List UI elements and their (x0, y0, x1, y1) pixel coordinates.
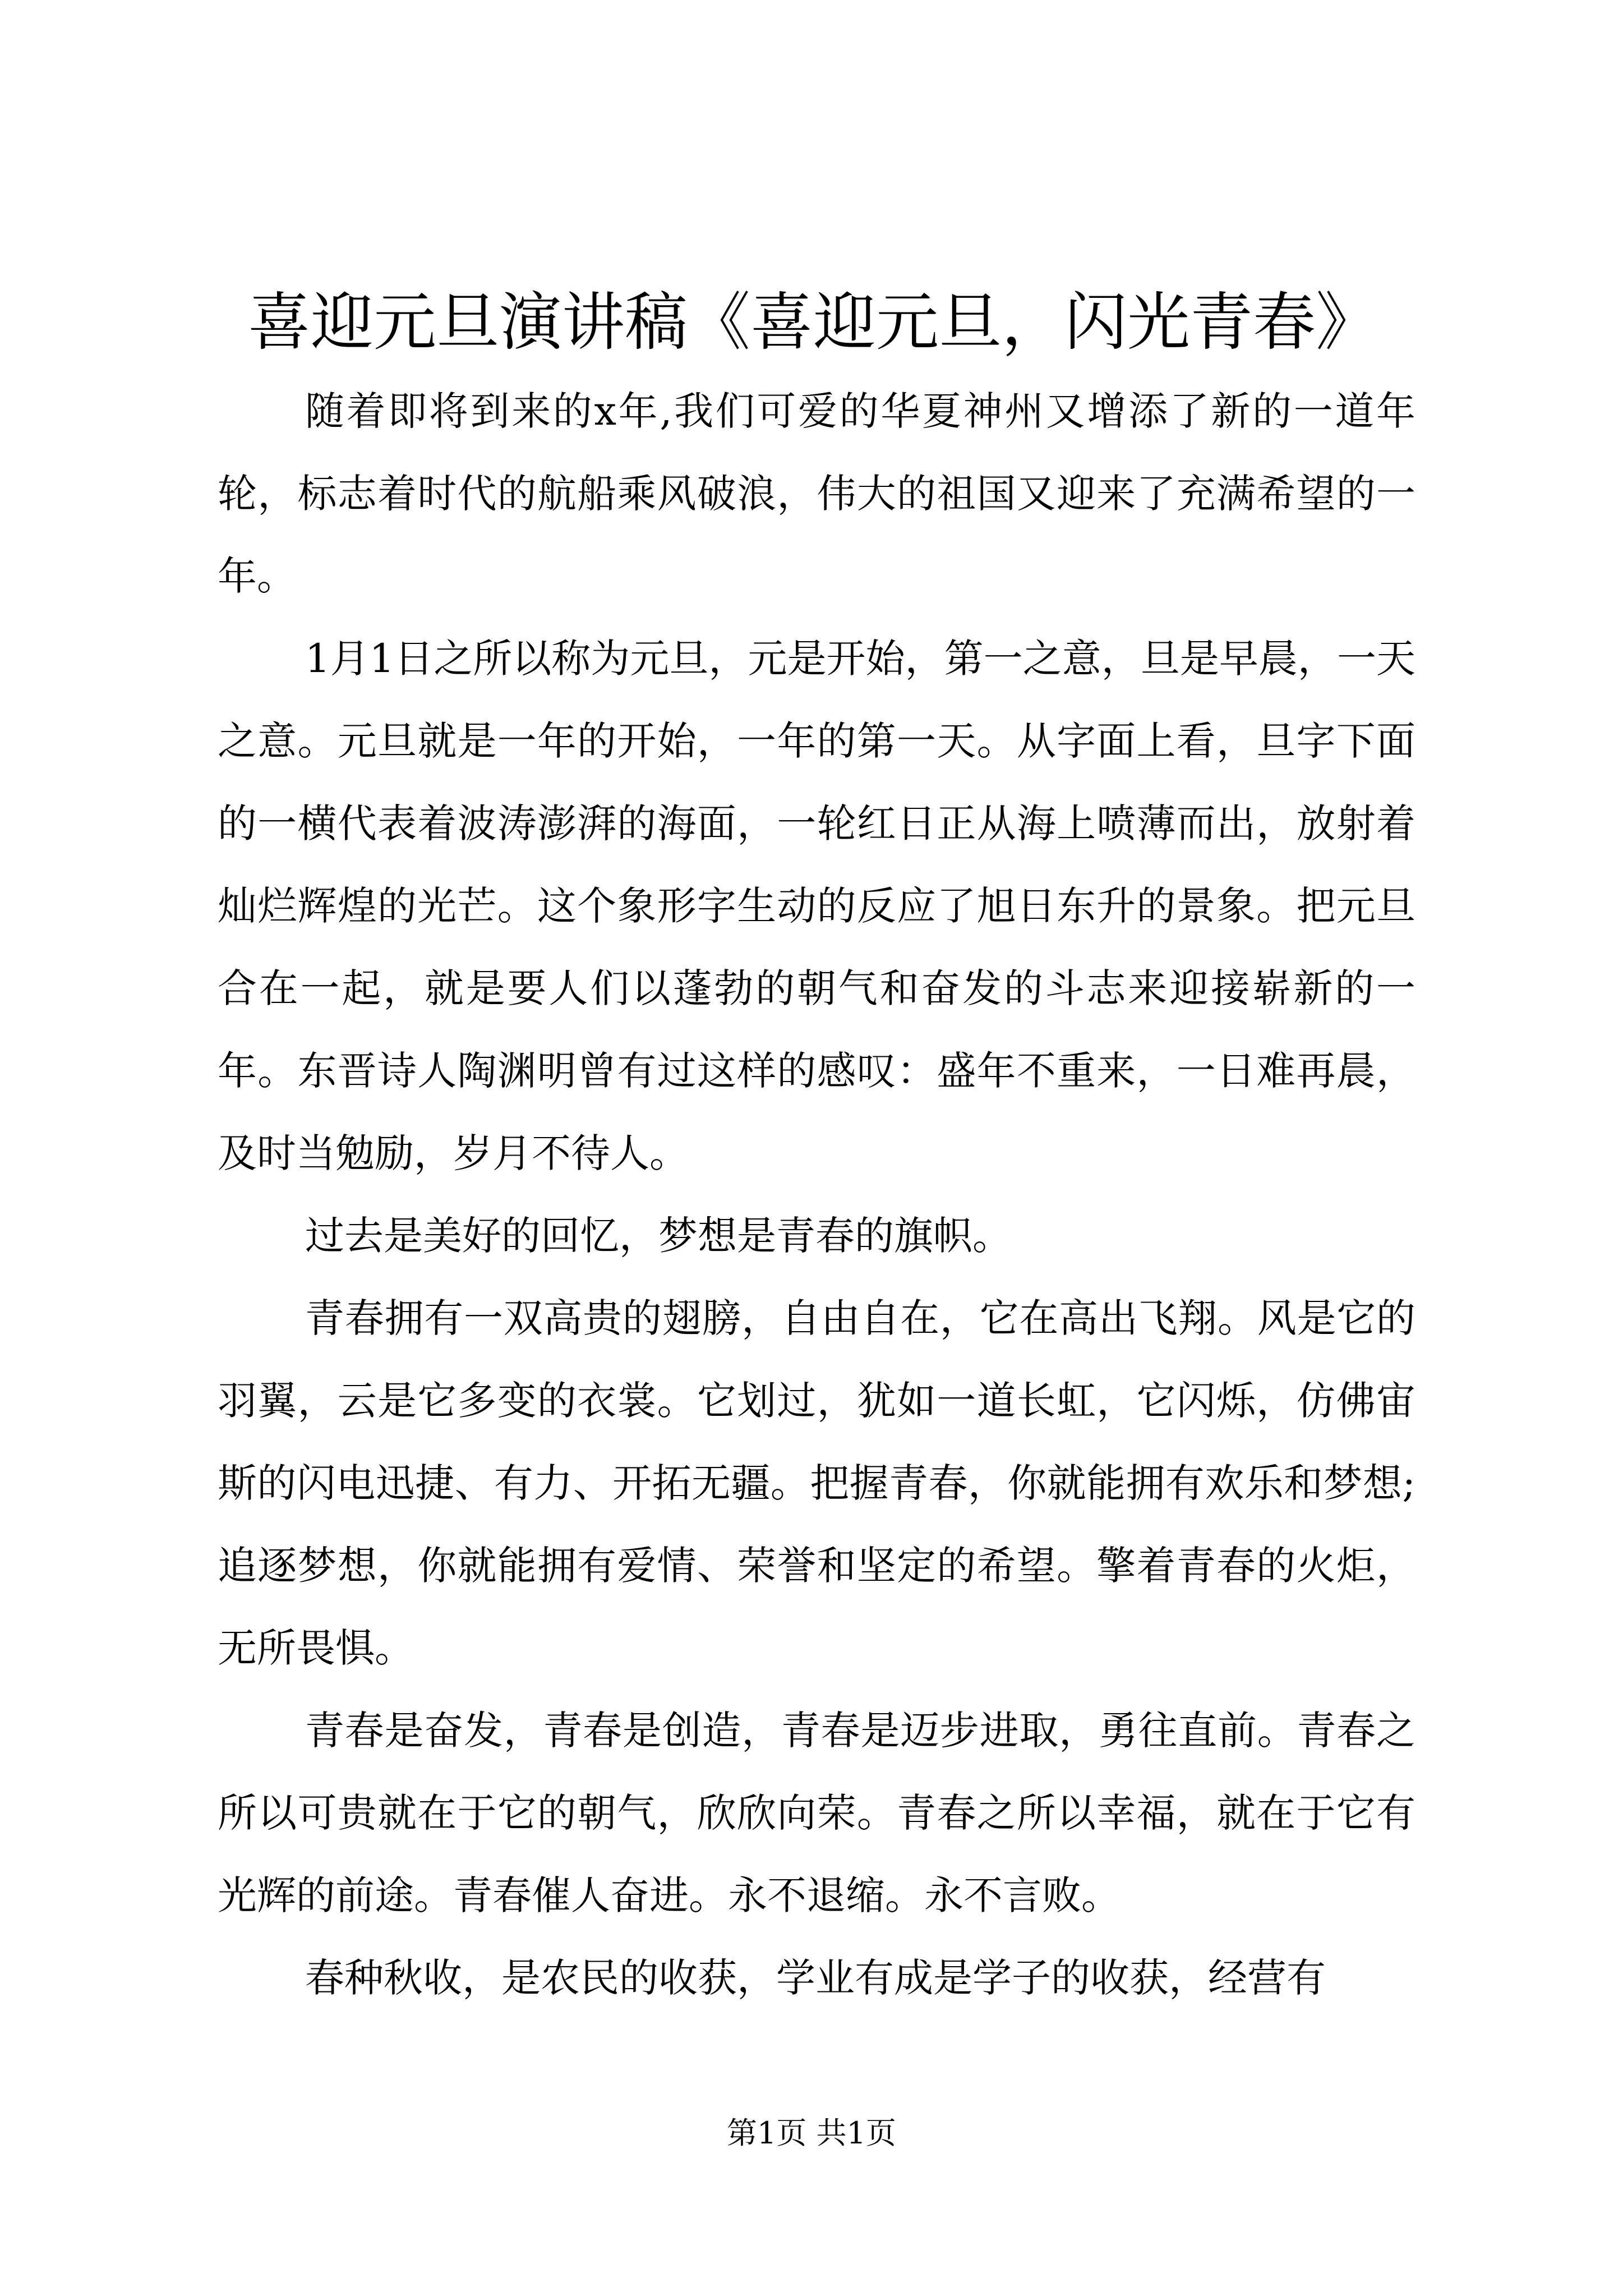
paragraph-6: 春种秋收，是农民的收获，学业有成是学子的收获，经营有 (305, 1955, 1326, 2001)
document-title: 喜迎元旦演讲稿《喜迎元旦，闪光青春》 (248, 286, 1378, 359)
document-body (218, 370, 1415, 2019)
paragraph-2: 1月1日之所以称为元旦，元是开始，第一之意，旦是早晨，一天之意。元旦就是一年的开始，一年的第一天。从字面上看，旦字下面的一横代表着波涛澎湃的海面，一轮红日正从海上喷薄而出，放射着灿烂辉煌的光芒。这个象形字生动的反应了旭日东升的景象。把元旦合在一起，就是要人们以蓬勃的朝气和奋发的斗志来迎接崭新的一年。东晋诗人陶渊明曾有过这样的感叹：盛年不重来，一日难再晨，及时当勉励，岁月不待人。 (218, 636, 1415, 1176)
paragraph-3: 过去是美好的回忆，梦想是青春的旗帜。 (305, 1213, 1012, 1259)
page-footer: 第1页 共1页 (727, 2115, 896, 2151)
paragraph-5: 青春是奋发，青春是创造，青春是迈步进取，勇往直前。青春之所以可贵就在于它的朝气，欣欣向荣。青春之所以幸福，就在于它有光辉的前途。青春催人奋进。永不退缩。永不言败。 (218, 1708, 1415, 1918)
paragraph-1: 随着即将到来的x年,我们可爱的华夏神州又增添了新的一道年轮，标志着时代的航船乘风破浪，伟大的祖国又迎来了充满希望的一年。 (218, 388, 1415, 599)
paragraph-4: 青春拥有一双高贵的翅膀，自由自在，它在高出飞翔。风是它的羽翼，云是它多变的衣裳。它划过，犹如一道长虹，它闪烁，仿佛宙斯的闪电迅捷、有力、开拓无疆。把握青春，你就能拥有欢乐和梦想;追逐梦想，你就能拥有爱情、荣誉和坚定的希望。擎着青春的火炬，无所畏惧。 (218, 1295, 1415, 1671)
